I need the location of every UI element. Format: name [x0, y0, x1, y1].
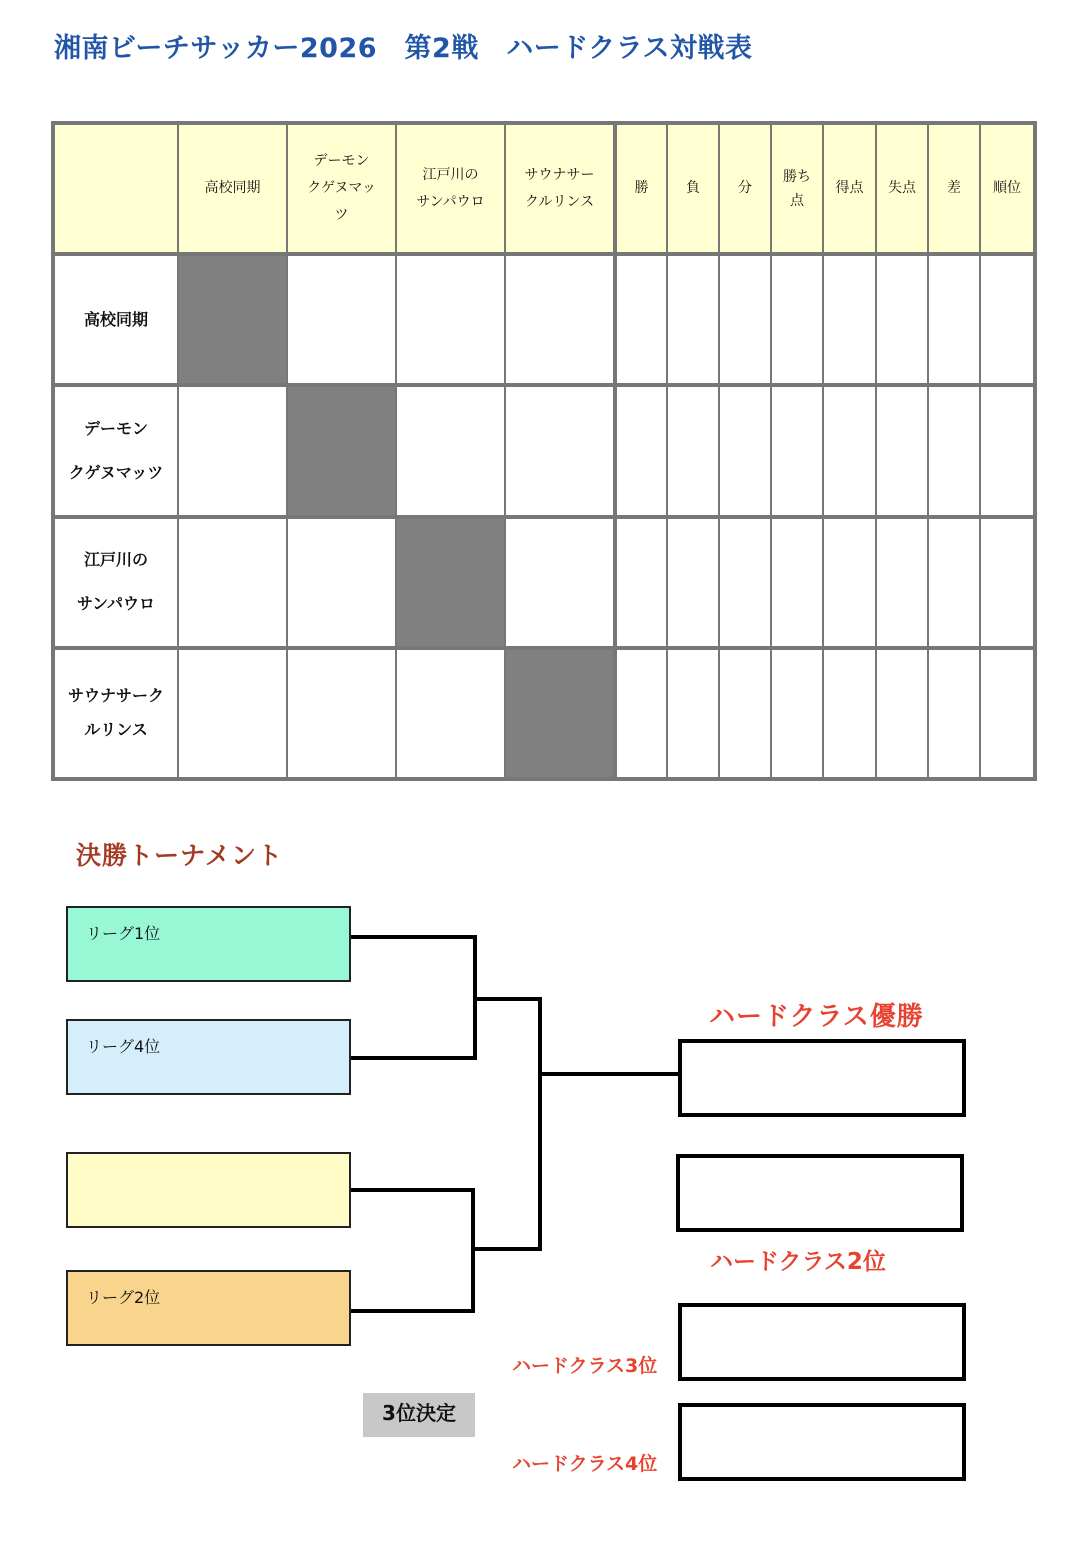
winner-box[interactable] [678, 1039, 966, 1117]
score-cell[interactable] [505, 254, 615, 385]
second-place-box[interactable] [676, 1154, 964, 1232]
score-cell[interactable] [178, 648, 287, 779]
page-title: 湘南ビーチサッカー2026 第2戦 ハードクラス対戦表 [54, 33, 753, 64]
bracket-line [351, 1309, 475, 1313]
col-header-points: 勝ち 点 [771, 123, 823, 254]
stat-cell[interactable] [667, 385, 719, 516]
winner-label: ハードクラス優勝 [709, 1002, 924, 1032]
stat-cell[interactable] [771, 648, 823, 779]
col-header-losses: 負 [667, 123, 719, 254]
stat-cell[interactable] [667, 648, 719, 779]
stat-cell[interactable] [823, 517, 876, 648]
table-header-row [53, 123, 1035, 254]
bracket-line [538, 997, 542, 1251]
stat-cell[interactable] [823, 254, 876, 385]
tournament-heading: 決勝トーナメント [76, 841, 284, 870]
stat-cell[interactable] [876, 385, 928, 516]
bracket-line [351, 1188, 475, 1192]
score-cell[interactable] [178, 517, 287, 648]
row-header-team-3: 江戸川の サンパウロ [53, 517, 178, 648]
score-cell[interactable] [178, 385, 287, 516]
bracket-line [538, 1072, 680, 1076]
bracket-slot-league-4th[interactable] [66, 1019, 351, 1095]
stat-cell[interactable] [823, 648, 876, 779]
stat-cell[interactable] [667, 254, 719, 385]
bracket-line [473, 997, 542, 1001]
bracket-slot-league-2nd[interactable] [66, 1270, 351, 1346]
score-cell[interactable] [396, 385, 505, 516]
stat-cell[interactable] [719, 517, 771, 648]
col-header-goal-diff: 差 [928, 123, 980, 254]
score-cell[interactable] [396, 648, 505, 779]
score-cell[interactable] [287, 648, 396, 779]
diagonal-cell [287, 385, 396, 516]
third-place-label: ハードクラス3位 [512, 1355, 658, 1377]
stat-cell[interactable] [928, 517, 980, 648]
bracket-line [471, 1247, 542, 1251]
bracket-slot-empty[interactable] [66, 1152, 351, 1228]
stat-cell[interactable] [719, 648, 771, 779]
stat-cell[interactable] [928, 254, 980, 385]
stat-cell[interactable] [615, 385, 667, 516]
col-header-goals-for: 得点 [823, 123, 876, 254]
col-header-draws: 分 [719, 123, 771, 254]
row-header-team-1: 高校同期 [53, 254, 178, 385]
diagonal-cell [178, 254, 287, 385]
col-header-rank: 順位 [980, 123, 1035, 254]
table-row [53, 517, 1035, 648]
fourth-place-label: ハードクラス4位 [512, 1453, 658, 1475]
stat-cell[interactable] [980, 648, 1035, 779]
stat-cell[interactable] [876, 517, 928, 648]
row-header-team-4: サウナサーク ルリンス [53, 648, 178, 779]
bracket-slot-league-1st[interactable] [66, 906, 351, 982]
diagonal-cell [505, 648, 615, 779]
score-cell[interactable] [287, 254, 396, 385]
stat-cell[interactable] [980, 517, 1035, 648]
stat-cell[interactable] [615, 648, 667, 779]
score-cell[interactable] [396, 254, 505, 385]
col-header-team-3: 江戸川の サンパウロ [396, 123, 505, 254]
slot-label: リーグ1位 [86, 924, 161, 943]
third-place-box[interactable] [678, 1303, 966, 1381]
score-cell[interactable] [505, 385, 615, 516]
stat-cell[interactable] [719, 254, 771, 385]
score-cell[interactable] [505, 517, 615, 648]
score-cell[interactable] [287, 517, 396, 648]
stat-cell[interactable] [876, 648, 928, 779]
stat-cell[interactable] [615, 517, 667, 648]
second-place-label: ハードクラス2位 [710, 1249, 886, 1275]
col-header-team-2: デーモン クゲヌマッ ツ [287, 123, 396, 254]
stat-cell[interactable] [823, 385, 876, 516]
league-table [51, 121, 1037, 781]
slot-label: リーグ2位 [86, 1288, 161, 1307]
col-header-goals-against: 失点 [876, 123, 928, 254]
col-header-team-1: 高校同期 [178, 123, 287, 254]
stat-cell[interactable] [771, 517, 823, 648]
bracket-line [351, 1056, 477, 1060]
slot-label: リーグ4位 [86, 1037, 161, 1056]
bracket-line [351, 935, 477, 939]
stat-cell[interactable] [980, 385, 1035, 516]
stat-cell[interactable] [928, 385, 980, 516]
row-header-team-2: デーモン クゲヌマッツ [53, 385, 178, 516]
stat-cell[interactable] [771, 254, 823, 385]
stat-cell[interactable] [771, 385, 823, 516]
diagonal-cell [396, 517, 505, 648]
table-row [53, 648, 1035, 779]
table-row [53, 254, 1035, 385]
corner-cell [53, 123, 178, 254]
stat-cell[interactable] [980, 254, 1035, 385]
col-header-team-4: サウナサー クルリンス [505, 123, 615, 254]
col-header-wins: 勝 [615, 123, 667, 254]
table-row [53, 385, 1035, 516]
third-place-playoff-badge: 3位決定 [363, 1393, 475, 1437]
stat-cell[interactable] [719, 385, 771, 516]
stat-cell[interactable] [667, 517, 719, 648]
stat-cell[interactable] [615, 254, 667, 385]
fourth-place-box[interactable] [678, 1403, 966, 1481]
stat-cell[interactable] [928, 648, 980, 779]
stat-cell[interactable] [876, 254, 928, 385]
